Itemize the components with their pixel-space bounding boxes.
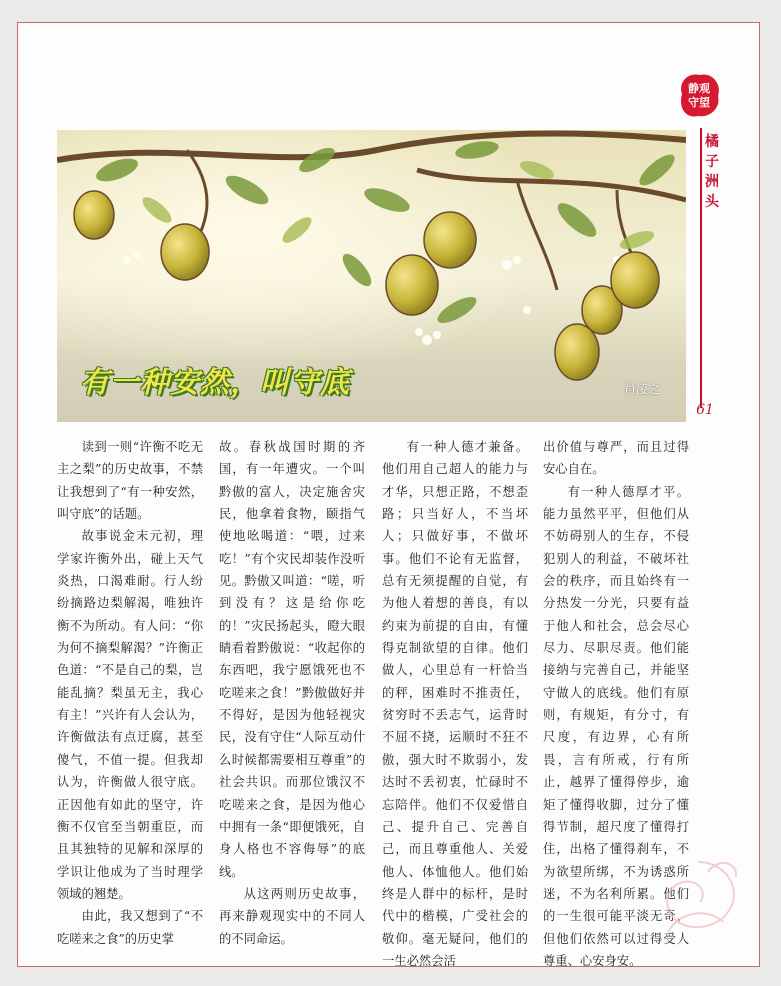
logo-text-line1: 静观 [688,82,710,95]
paragraph: 有一种人德才兼备。他们用自己超人的能力与才华，只想正路，不想歪路；只当好人，不当坏人；只做好事，不做坏事。他们不论有无监督，总有无须提醒的自觉，有为他人着想的善良，有以约束为前提的自由，有懂得克制欲望的自律。他们做人，心里总有一杆恰当的秤，困难时不推责任，贫穷时不丢志气，运背时不屈不挠，运顺时不狂不傲，强大时不欺弱小，发达时不丢初衷，忙碌时不忘陪伴。他们不仅爱惜自己、提升自己、完善自己，而且尊重他人、关爱他人、体恤他人。他们始终是人群中的标杆，是时代中的楷模，广受社会的敬仰。毫无疑问，他们的一生必然会活 [382,440,528,968]
text-column-1 [57,436,203,950]
column-title-char: 头 [705,194,719,210]
page-number: 61 [696,402,714,418]
article-title: 有一种安然，叫守底 [80,365,351,399]
paragraph: 有一种人德厚才平。能力虽然平平，但他们从不妨碍别人的生存，不侵犯别人的利益，不破坏社会的秩序，而且始终有一分热发一分光，只要有益于他人和社会，总会尽心尽力、尽职尽责。他们能接纳与完善自己，并能坚守做人的底线。他们有原则，有规矩，有分寸，有尺度，有边界，心有所畏，言有所戒，行有所止，越界了懂得停步，逾矩了懂得收脚，过分了懂得节制，超尺度了懂得打住，出格了懂得刹车，不为欲望所绑，不为诱惑所迷，不为名利所累。他们的一生很可能平淡无奇，但他们依然可以过得受人尊重、心安身安。 [543,484,689,968]
paragraph: 故。春秋战国时期的齐国，有一年遭灾。一个叫黔傲的富人，决定施舍灾民，他拿着食物，颐指气使地吆喝道：“喂，过来吃！”有个灾民却装作没听见。黔傲又叫道：“嗟，听到没有？这是给你吃的！”灾民扬起头，瞪大眼睛看着黔傲说：“收起你的东西吧，我宁愿饿死也不吃嗟来之食！”黔傲做好并不得好，是因为他轻视灾民，没有守住“人际互动什么时候都需要相互尊重”的社会共识。而那位饿汉不吃嗟来之食，是因为他心中拥有一条“即便饿死，自身人格也不容侮辱”的底线。 [219,440,365,879]
decorative-flower-icon [648,852,748,948]
text-column-2 [219,436,365,950]
paragraph: 读到一则“许衡不吃无主之梨”的历史故事，不禁让我想到了“有一种安然，叫守底”的话题。 [57,440,203,522]
article-author: 肖凌之 [624,382,661,396]
paragraph: 故事说金末元初，理学家许衡外出，碰上天气炎热，口渴难耐。行人纷纷摘路边梨解渴，唯独许衡不为所动。有人问：“你为何不摘梨解渴？”许衡正色道：“不是自己的梨，岂能乱摘？梨虽无主，我心有主！”兴许有人会认为，许衡做法有点迂腐，甚至傻气，不值一提。但我却认为，许衡做人很守底。正因他有如此的坚守，许衡不仅官至当朝重臣，而且其独特的见解和深厚的学识让他成为了当时理学领域的翘楚。 [57,529,203,901]
magazine-logo [676,70,722,120]
column-title-char: 洲 [705,174,719,190]
logo-text-line2: 守望 [688,96,710,109]
column-title-char: 子 [705,154,719,170]
column-title [703,132,721,212]
column-rule [700,128,702,408]
paragraph: 由此，我又想到了“不吃嗟来之食”的历史掌 [57,909,203,946]
column-title-char: 橘 [705,134,719,150]
paragraph: 出价值与尊严，而且过得安心自在。 [543,440,689,477]
text-column-3 [382,436,528,972]
paragraph: 从这两则历史故事，再来静观现实中的不同人的不同命运。 [219,886,365,946]
